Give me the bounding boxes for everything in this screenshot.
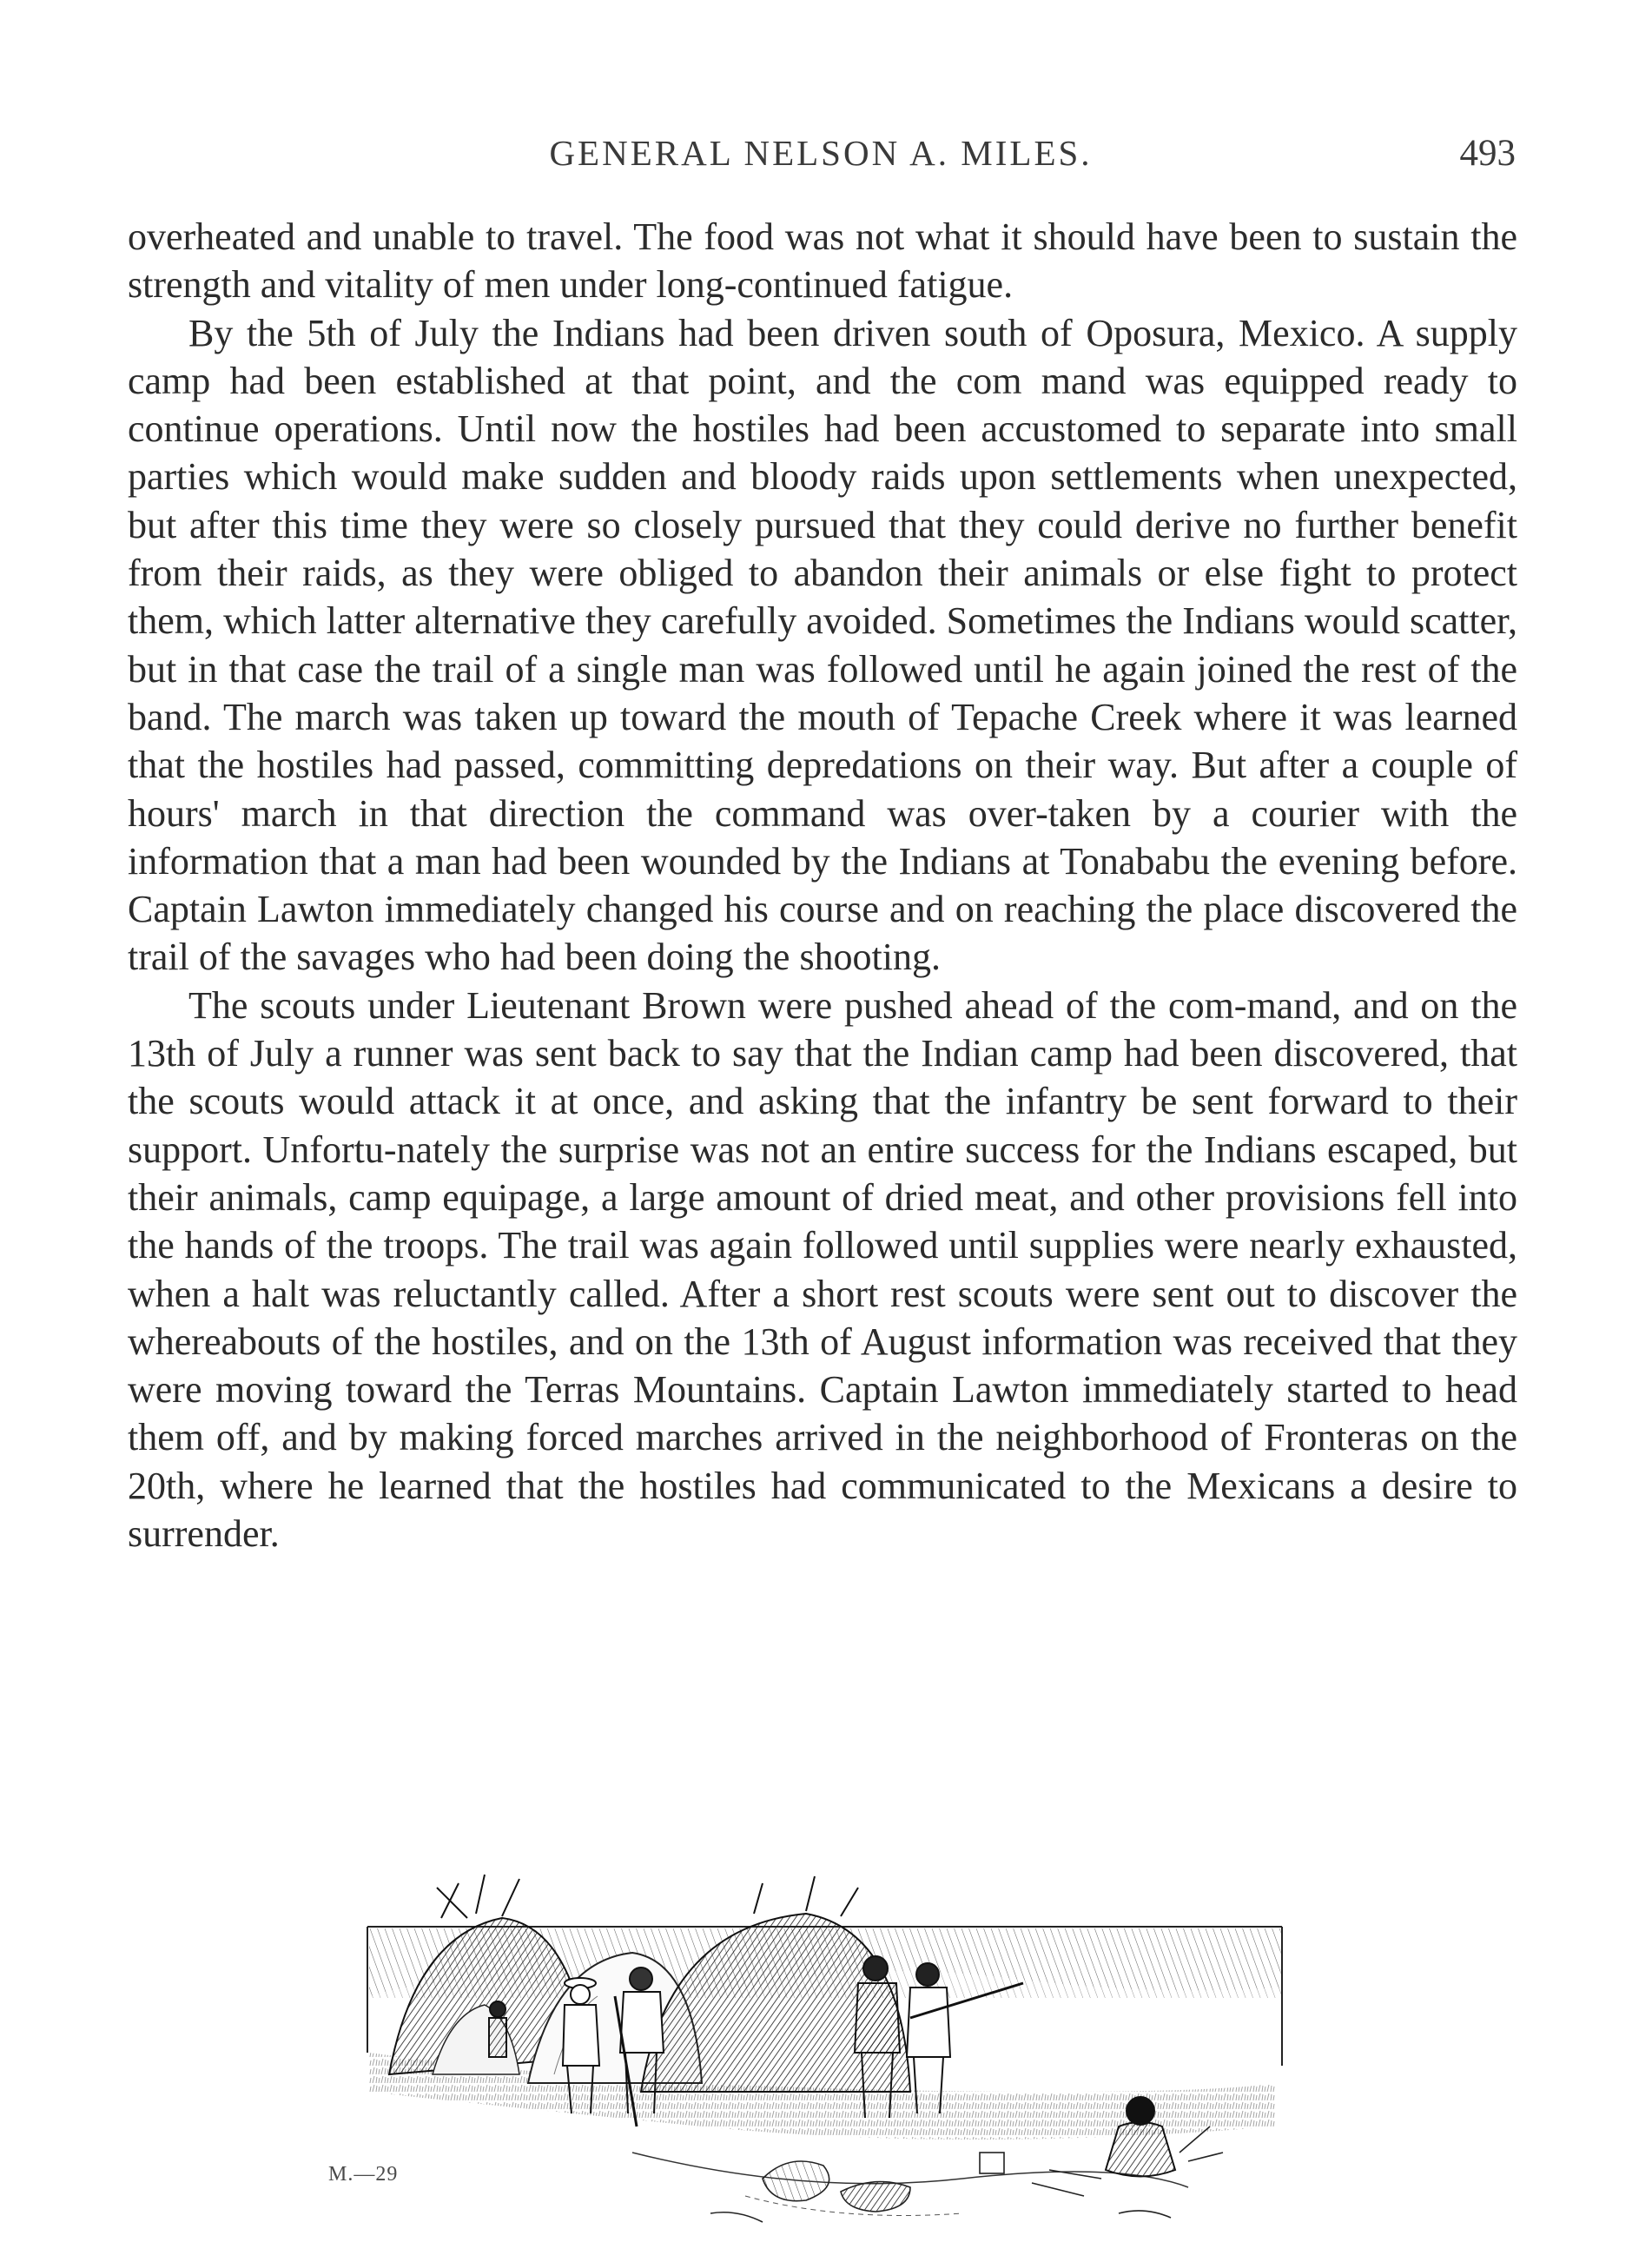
running-title: GENERAL NELSON A. MILES. <box>549 133 1093 173</box>
body-text <box>128 213 1517 1558</box>
running-head <box>126 132 1516 184</box>
signature-mark: M.—29 <box>328 2163 399 2186</box>
camp-scene-illustration <box>354 1866 1291 2241</box>
page-number: 493 <box>1459 133 1516 174</box>
paragraph-1: overheated and unable to travel. The food was not what it should have been to sustain the strength and vitality of men under long-continued fatigue. <box>128 215 1517 307</box>
paragraph-2: By the 5th of July the Indians had been driven south of Oposura, Mexico. A supply camp had been established at that point, and the com mand was equipped ready to continue operations. Until now the hostiles had been accustomed to separate into small parties which would make sudden and bloody raids upon settlements when unexpected, but after this time they were so closely pursued that they could derive no further benefit from their raids, as they were obliged to abandon their animals or else fight to protect them, which latter alternative they carefully avoided. Sometimes the Indians would scatter, but in that case the trail of a single man was followed until he again joined the rest of the band. The march was taken up toward the mouth of Tepache Creek where it was learned that the hostiles had passed, committing depredations on their way. But after a couple of hours' march in that direction the command was over-taken by a courier with the information that a man had been wounded by the Indians at Tonababu the evening before. Captain Lawton immediately changed his course and on reaching the place discovered the trail of the savages who had been doing the shooting. <box>128 311 1517 979</box>
paragraph-3: The scouts under Lieutenant Brown were pushed ahead of the com-mand, and on the 13th of July a runner was sent back to say that the Indian camp had been discovered, that the scouts would attack it at once, and asking that the infantry be sent forward to their support. Unfortu-nately the surprise was not an entire success for the Indians escaped, but their animals, camp equipage, a large amount of dried meat, and other provisions fell into the hands of the troops. The trail was again followed until supplies were nearly exhausted, when a halt was reluctantly called. After a short rest scouts were sent out to discover the whereabouts of the hostiles, and on the 13th of August information was received that they were moving toward the Terras Mountains. Captain Lawton immediately started to head them off, and by making forced marches arrived in the neighborhood of Fronteras on the 20th, where he learned that the hostiles had communicated to the Mexicans a desire to surrender. <box>128 983 1517 1556</box>
